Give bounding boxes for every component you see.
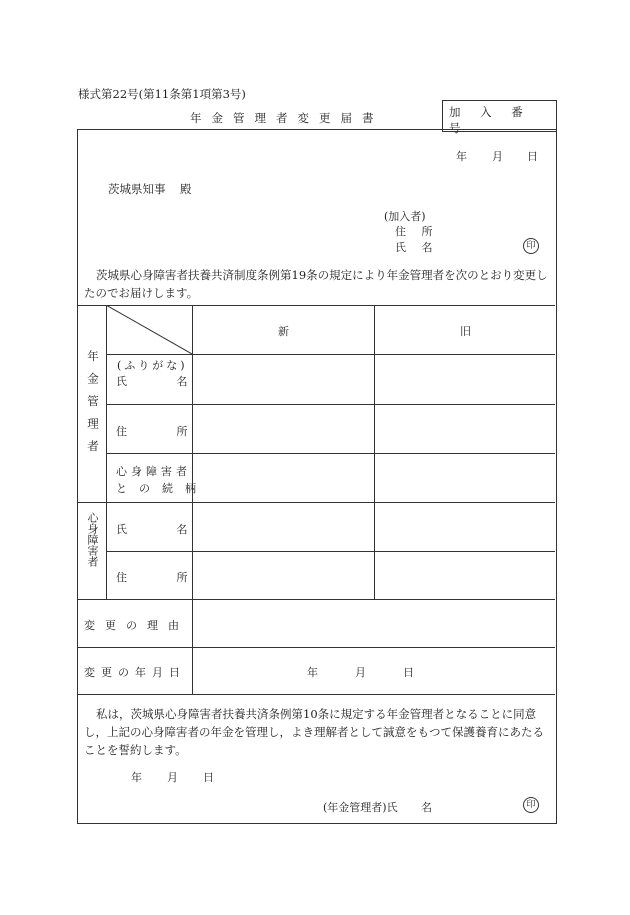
manager-signature-name-char: 名 xyxy=(421,801,432,814)
date-month: 月 xyxy=(492,150,503,163)
reason-label: 変更の理由 xyxy=(84,619,189,632)
date-day: 日 xyxy=(527,150,538,163)
manager-signature-label: (年金管理者)氏 xyxy=(323,801,398,814)
old-disabled-address-cell[interactable] xyxy=(375,552,554,598)
addressee: 茨城県知事 xyxy=(108,182,166,196)
change-date-month: 月 xyxy=(355,666,366,679)
header-diagonal xyxy=(106,305,192,354)
old-manager-address-cell[interactable] xyxy=(375,405,554,452)
old-manager-name-cell[interactable] xyxy=(375,355,554,403)
new-disabled-address-cell[interactable] xyxy=(193,552,373,598)
relation-label-line2: との続柄 xyxy=(116,482,208,495)
col-old-header: 旧 xyxy=(460,325,471,338)
intro-paragraph: 茨城県心身障害者扶養共済制度条例第19条の規定により年金管理者を次のとおり変更したのでお届けします。 xyxy=(84,268,548,300)
disabled-name-label: 氏 名 xyxy=(116,523,188,536)
addressee-honorific: 殿 xyxy=(180,182,192,196)
manager-name-label: 氏 名 xyxy=(116,375,188,388)
consent-date-month: 月 xyxy=(167,771,178,784)
col-new-header: 新 xyxy=(278,325,289,338)
old-disabled-name-cell[interactable] xyxy=(375,503,554,550)
furigana-label: (ふりがな) xyxy=(117,359,188,372)
consent-date-year: 年 xyxy=(131,771,142,784)
form-number: 様式第22号(第11条第1項第3号) xyxy=(78,87,246,101)
member-number-box[interactable] xyxy=(442,100,557,135)
form-title: 年金管理者変更届書 xyxy=(190,111,384,125)
applicant-name-label: 氏 名 xyxy=(395,241,439,254)
applicant-seal-icon: 印 xyxy=(523,238,539,254)
new-disabled-name-cell[interactable] xyxy=(193,503,373,550)
row-line-8 xyxy=(77,694,555,695)
change-date-day: 日 xyxy=(403,666,414,679)
date-year: 年 xyxy=(456,150,467,163)
manager-seal-icon: 印 xyxy=(523,797,539,813)
applicant-label: (加入者) xyxy=(384,210,426,223)
consent-paragraph: 私は，茨城県心身障害者扶養共済条例第10条に規定する年金管理者となることに同意し，上記の心身障害者の年金を管理し，よき理解者として誠意をもつて保護養育にあたることを誓約します。 xyxy=(84,707,544,757)
new-relation-cell[interactable] xyxy=(193,454,373,501)
new-manager-address-cell[interactable] xyxy=(193,405,373,452)
group-label-pension-manager: 年金管理者 xyxy=(86,350,100,463)
relation-label-line1: 心身障害者 xyxy=(116,465,191,478)
group-label-disabled-person: 心身障害者 xyxy=(86,512,99,567)
applicant-address-label: 住 所 xyxy=(395,225,439,238)
member-number-label: 加 入 番 号 xyxy=(449,105,531,135)
row-line-7 xyxy=(77,647,555,648)
disabled-address-label: 住 所 xyxy=(116,571,188,584)
new-manager-name-cell[interactable] xyxy=(193,355,373,403)
old-relation-cell[interactable] xyxy=(375,454,554,501)
consent-date-day: 日 xyxy=(203,771,214,784)
change-date-label: 変更の年月日 xyxy=(84,666,186,679)
change-date-year: 年 xyxy=(307,666,318,679)
reason-cell[interactable] xyxy=(193,600,554,646)
manager-address-label: 住 所 xyxy=(116,425,188,438)
